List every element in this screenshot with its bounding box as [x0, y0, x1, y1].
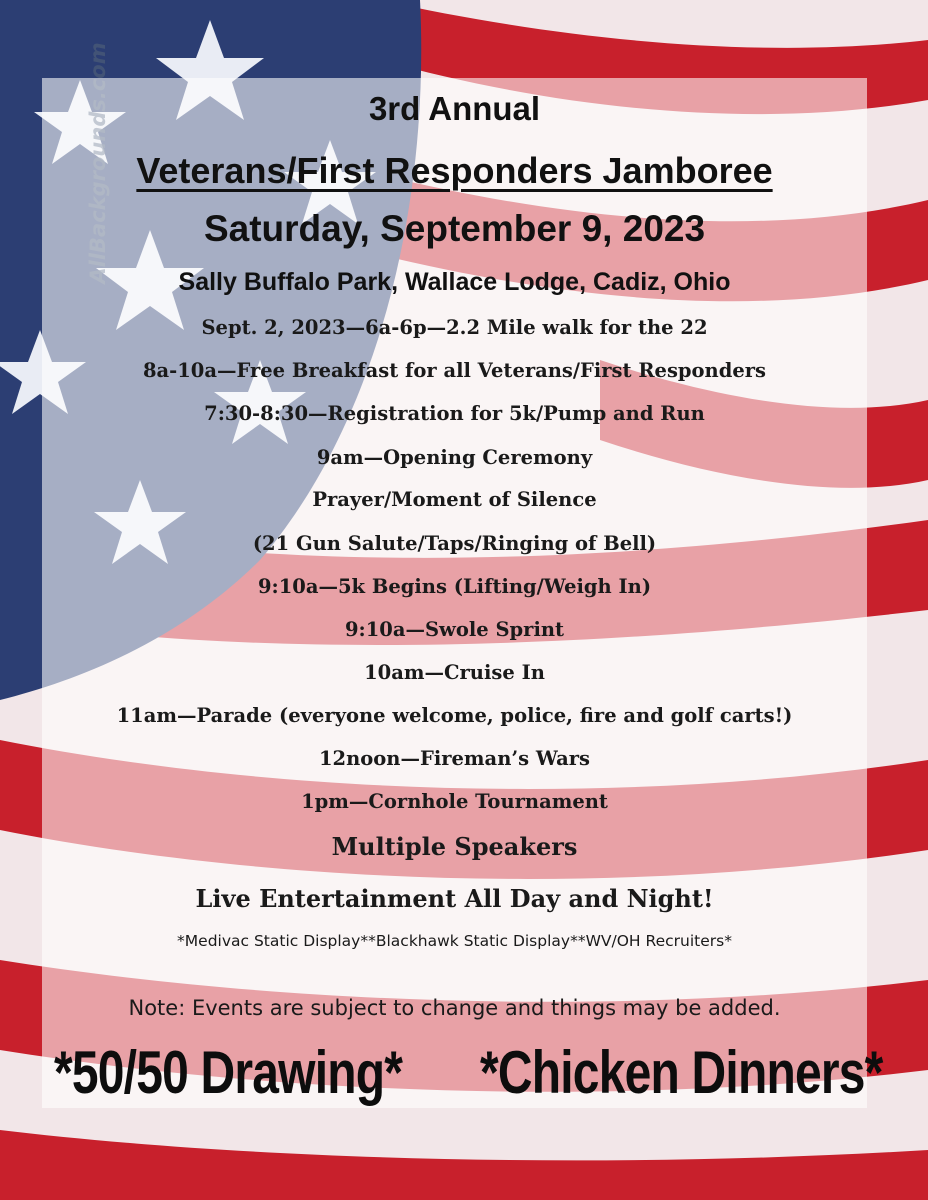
speakers-line: Multiple Speakers [331, 832, 578, 861]
event-edition: 3rd Annual [368, 90, 541, 127]
schedule-item: 12noon—Fireman’s Wars [318, 747, 591, 770]
drawing-banner: *50/50 Drawing* [54, 1039, 403, 1106]
event-title [42, 150, 867, 192]
static-displays-line: *Medivac Static Display**Blackhawk Static Display**WV/OH Recruiters* [177, 932, 732, 950]
event-venue: Sally Buffalo Park, Wallace Lodge, Cadiz, Ohio [178, 268, 731, 296]
schedule-item: 9:10a—Swole Sprint [344, 618, 565, 641]
chicken-dinners-banner: *Chicken Dinners* [480, 1039, 883, 1106]
entertainment-line: Live Entertainment All Day and Night! [195, 884, 714, 913]
event-title-text: Veterans/First Responders Jamboree [136, 150, 773, 191]
schedule-item: Sept. 2, 2023—6a-6p—2.2 Mile walk for the 22 [201, 316, 708, 339]
schedule-item: 1pm—Cornhole Tournament [301, 790, 608, 813]
schedule-item: 9am—Opening Ceremony [316, 446, 593, 469]
change-note: Note: Events are subject to change and things may be added. [128, 996, 781, 1020]
schedule-item: (21 Gun Salute/Taps/Ringing of Bell) [252, 532, 657, 555]
schedule-item: 7:30-8:30—Registration for 5k/Pump and Run [204, 402, 705, 425]
event-date: Saturday, September 9, 2023 [203, 208, 706, 249]
schedule-item: 9:10a—5k Begins (Lifting/Weigh In) [257, 575, 652, 598]
schedule-item: Prayer/Moment of Silence [312, 488, 597, 511]
schedule-item: 8a-10a—Free Breakfast for all Veterans/First Responders [142, 359, 767, 382]
schedule-item: 10am—Cruise In [364, 661, 545, 684]
schedule-item: 11am—Parade (everyone welcome, police, fire and golf carts!) [116, 704, 793, 727]
